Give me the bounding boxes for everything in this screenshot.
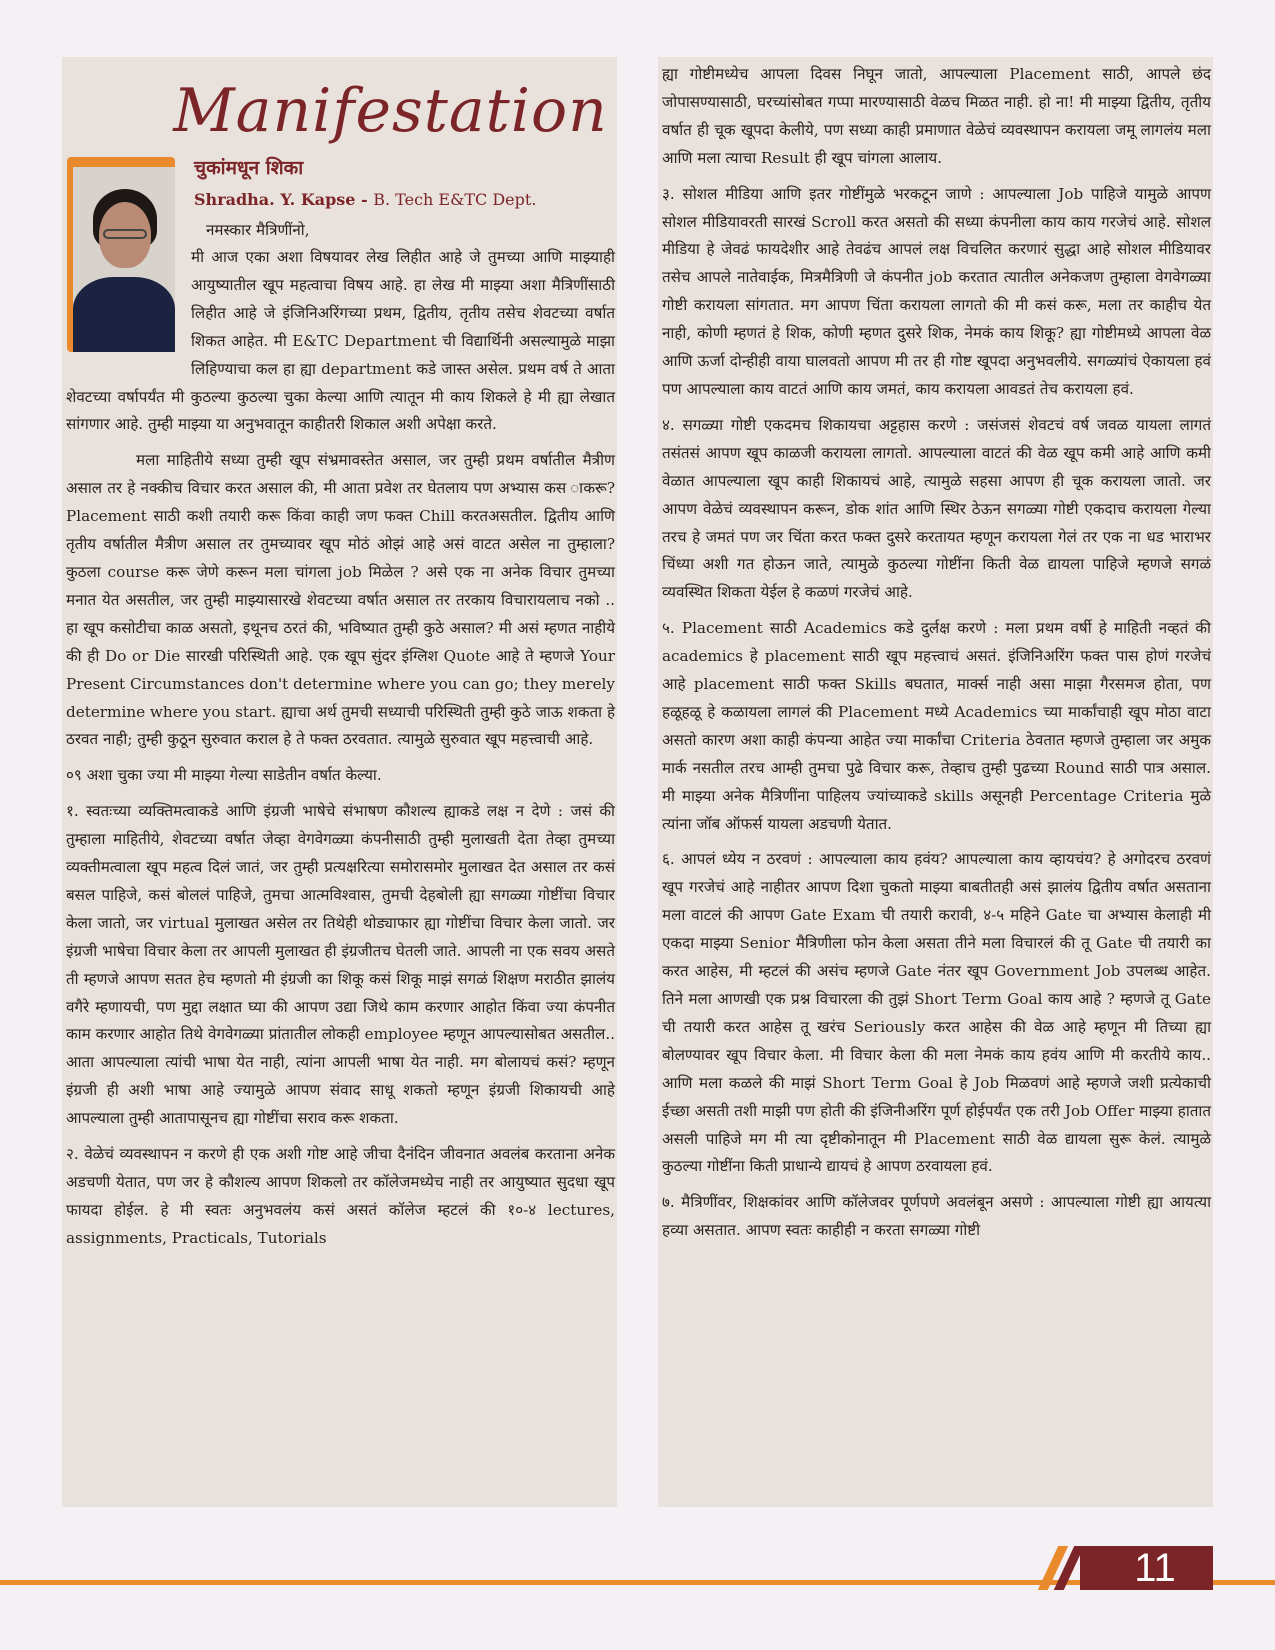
body-paragraph: ५. Placement साठी Academics कडे दुर्लक्ष करणे : मला प्रथम वर्षी हे माहिती नव्हतं की academics हे placement साठी खूप महत्त्वाचं असतं. इंजिनिअरिंग फक्त पास होणं गरजेचं आहे placement साठी फक्त Skills बघतात, मार्क्स नाही असा माझा गैरसमज होता, पण हळूहळू हे कळायला लागलं की Placement मध्ये Academics च्या मार्कांचाही खूप मोठा वाटा असतो कारण अशा काही कंपन्या आहेत ज्या मार्कांचा Criteria ठेवतात म्हणजे तुम्हाला जर अमुक मार्क नसतील तरच आम्ही तुमचा पुढे विचार करू, तेव्हाच तुम्ही पुढच्या Round साठी पात्र असाल. मी माझ्या अनेक मैत्रिणींना पाहिलय ज्यांच्याकडे skills असूनही Percentage Criteria मुळे त्यांना जॉब ऑफर्स यायला अडचणी येतात. (662, 619, 1211, 833)
body-paragraph: ३. सोशल मीडिया आणि इतर गोष्टींमुळे भरकटून जाणे : आपल्याला Job पाहिजे यामुळे आपण सोशल मीडियावरती सारखं Scroll करत असतो की सध्या कंपनीला काय काय गरजेचं आहे. सोशल मीडिया हे जेवढं फायदेशीर आहे तेवढंच आपलं लक्ष विचलित करणारं सुद्धा आहे सोशल मीडियावर तसेच आपले नातेवाईक, मित्रमैत्रिणी जे कंपनीत job करतात त्यातील अनेकजण तुम्हाला वेगवेगळ्या गोष्टी करायला सांगतात. मग आपण चिंता करायला लागतो की मी कसं करू, मला तर काहीच येत नाही, कोणी म्हणतं हे शिक, कोणी म्हणत दुसरे शिक, नेमकं काय शिकू? ह्या गोष्टीमध्ये आपला वेळ आणि ऊर्जा दोन्हीही वाया घालवतो आपण मी तर ही गोष्ट खूपदा अनुभवलीये. सगळ्यांचं ऐकायला हवं पण आपल्याला काय वाटतं आणि काय जमतं, काय करायला आवडतं तेच करायला हवं. (662, 184, 1211, 398)
body-paragraph: मला माहितीये सध्या तुम्ही खूप संभ्रमावस्तेत असाल, जर तुम्ही प्रथम वर्षातील मैत्रीण असाल तर हे नक्कीच विचार करत असाल की, मी आता प्रवेश तर घेतलाय पण अभ्यास कस ाकरू? Placement साठी कशी तयारी करू किंवा काही जण फक्त Chill करतअसतील. द्वितीय आणि तृतीय वर्षातील मैत्रीण असाल तर तुमच्यावर खूप मोठं ओझं आहे असं वाटत असेल ना तुम्हाला? कुठला course करू जेणे करून मला चांगला job मिळेल ? असे एक ना अनेक विचार तुमच्या मनात येत असतील, जर तुम्ही माझ्यासारखे शेवटच्या वर्षात असाल तर तरकाय विचारायलाच नको .. हा खूप कसोटीचा काळ असतो, इथूनच ठरतं की, भविष्यात तुम्ही कुठे असाल? मी असं म्हणत नाहीये की ही Do or Die सारखी परिस्थिती आहे. एक खूप सुंदर इंग्लिश Quote आहे ते म्हणजे Your Present Circumstances don't determine where you can go; they merely determine where you start. ह्याचा अर्थ तुमची सध्याची परिस्थिती तुम्ही कुठे जाऊ शकता हे ठरवत नाही; तुम्ही कुठून सुरुवात कराल हे ते फक्त ठरवतात. त्यामुळे सुरुवात खूप महत्त्वाची आहे. (66, 451, 616, 749)
author-dept: B. Tech E&TC Dept. (373, 190, 537, 209)
intro-paragraph: मी आज एका अशा विषयावर लेख लिहीत आहे जे तुमच्या आणि माझ्याही आयुष्यातील खूप महत्वाचा विषय आहे. हा लेख मी माझ्या अशा मैत्रिणींसाठी लिहीत आहे जे इंजिनिअरिंगच्या प्रथम, द्वितीय, तृतीय तसेच शेवटच्या वर्षात शिकत आहेत. मी E&TC Department ची विद्यार्थिनी असल्यामुळे माझा लिहिण्याचा कल हा ह्या department कडे जास्त असेल. प्रथम वर्ष ते आता शेवटच्या वर्षापर्यंत मी कुठल्या कुठल्या चुका केल्या आणि त्यातून मी काय शिकले हे मी ह्या लेखात सांगणार आहे. तुम्ही माझ्या या अनुभवातून काहीतरी शिकाल अशी अपेक्षा करते. (66, 248, 615, 434)
body-paragraph: ४. सगळ्या गोष्टी एकदमच शिकायचा अट्टहास करणे : जसंजसं शेवटचं वर्ष जवळ यायला लागतं तसंतसं आपण खूप काळजी करायला लागतो. आपल्याला वाटतं की वेळ खूप कमी आहे आणि कमी वेळात आपल्याला खूप काही शिकायचं आहे, त्यामुळे सहसा आपण ही चूक करायला जातो. जर आपण वेळेचं व्यवस्थापन करून, डोक शांत आणि स्थिर ठेऊन सगळ्या गोष्टी एकदाच करायला गेल्या तरच हे जमतं पण जर चिंता करत फक्त दुसरे करतायत म्हणून करायला गेलं तर एक ना धड भाराभर चिंध्या अशी गत होऊन जाते, त्यामुळे कुठल्या गोष्टींना किती वेळ द्यायला पाहिजे म्हणजे सगळं व्यवस्थित शिकता येईल हे कळणं गरजेचं आहे. (662, 415, 1211, 602)
left-column (62, 57, 617, 1507)
article-title: चुकांमधून शिका (194, 157, 304, 179)
magazine-masthead: Manifestation (173, 76, 608, 146)
author-photo (67, 157, 175, 352)
body-paragraph: ह्या गोष्टीमध्येच आपला दिवस निघून जातो, आपल्याला Placement साठी, आपले छंद जोपासण्यासाठी, घरच्यांसोबत गप्पा मारण्यासाठी वेळच मिळत नाही. हो ना! मी माझ्या द्वितीय, तृतीय वर्षात ही चूक खूपदा केलीये, पण सध्या काही प्रमाणात वेळेचं व्यवस्थापन करायला जमू लागलंय मला आणि मला त्याचा Result ही खूप चांगला आलाय. (662, 65, 1211, 167)
body-paragraph: ०९ अशा चुका ज्या मी माझ्या गेल्या साडेतीन वर्षात केल्या. (66, 766, 382, 785)
greeting: नमस्कार मैत्रिणींनो, (206, 221, 310, 239)
body-paragraph: ६. आपलं ध्येय न ठरवणं : आपल्याला काय हवंय? आपल्याला काय व्हायचंय? हे अगोदरच ठरवणं खूप गरजेचं आहे नाहीतर आपण दिशा चुकतो माझ्या बाबतीतही असं झालंय द्वितीय वर्षात असताना मला वाटलं की आपण Gate Exam ची तयारी करावी, ४-५ महिने Gate चा अभ्यास केलाही मी एकदा माझ्या Senior मैत्रिणीला फोन केला असता तीने मला विचारलं की तू Gate ची तयारी का करत आहेस, मी म्हटलं की असंच म्हणजे Gate नंतर खूप Government Job उपलब्ध आहेत. तिने मला आणखी एक प्रश्न विचारला की तुझं Short Term Goal काय आहे ? म्हणजे तू Gate ची तयारी करत आहेस तू खरंच Seriously करत आहेस की वेळ आहे म्हणून मी तिच्या ह्या बोलण्यावर खूप विचार केला. मी विचार केला की मला नेमकं काय हवंय आणि मी करतीये काय.. आणि मला कळले की माझं Short Term Goal हे Job मिळवणं आहे म्हणजे जशी प्रत्येकाची ईच्छा असती तशी माझी पण होती की इंजिनीअरिंग पूर्ण होईपर्यंत एक तरी Job Offer माझ्या हातात असली पाहिजे मग मी त्या दृष्टीकोनातून मी Placement साठी वेळ द्यायला सुरू केलं. त्यामुळे कुठल्या गोष्टींना किती प्राधान्ये द्यायचं हे आपण ठरवायला हवं. (662, 850, 1211, 1176)
page-number: 11 (1134, 1546, 1176, 1590)
body-paragraph: १. स्वतःच्या व्यक्तिमत्वाकडे आणि इंग्रजी भाषेचे संभाषण कौशल्य ह्याकडे लक्ष न देणे : जसं की तुम्हाला माहितीये, शेवटच्या वर्षात जेव्हा वेगवेगळ्या कंपनीसाठी तुम्ही मुलाखती देता तेव्हा तुमच्या व्यक्तीमत्वाला खूप महत्व दिलं जातं, जर तुम्ही प्रत्यक्षरित्या समोरासमोर मुलाखत देत असाल तर कसं बसल पाहिजे, कसं बोललं पाहिजे, तुमचा आत्मविश्वास, तुमची देहबोली ह्या सगळ्या गोष्टींचा विचार केला जातो, जर virtual मुलाखत असेल तर तिथेही थोड्याफार ह्या गोष्टींचा विचार केला जातो. जर इंग्रजी भाषेचा विचार केला तर आपली मुलाखत ही इंग्रजीतच घेतली जाते. आपली ना एक सवय असते ती म्हणजे आपण सतत हेच म्हणतो मी इंग्रजी का शिकू कसं शिकू माझं सगळं शिक्षण मराठीत झालंय वगैरे म्हणायची, पण मुद्दा लक्षात घ्या की आपण उद्या जिथे काम करणार आहोत किंवा ज्या कंपनीत काम करणार आहोत तिथे वेगवेगळ्या प्रांतातील लोकही employee म्हणून आपल्यासोबत असतील.. आता आपल्याला त्यांची भाषा येत नाही, त्यांना आपली भाषा येत नाही. मग बोलायचं कसं? म्हणून इंग्रजी ही अशी भाषा आहे ज्यामुळे आपण संवाद साधू शकतो म्हणून इंग्रजी शिकायची आहे आपल्याला तुम्ही आतापासूनच ह्या गोष्टींचा सराव करू शकता. (66, 802, 615, 1128)
author-name: Shradha. Y. Kapse - (194, 190, 374, 209)
body-paragraph: ७. मैत्रिणींवर, शिक्षकांवर आणि कॉलेजवर पूर्णपणे अवलंबून असणे : आपल्याला गोष्टी ह्या आयत्या हव्या असतात. आपण स्वतः काहीही न करता सगळ्या गोष्टी (662, 1193, 1211, 1240)
body-paragraph: २. वेळेचं व्यवस्थापन न करणे ही एक अशी गोष्ट आहे जीचा दैनंदिन जीवनात अवलंब करताना अनेक अडचणी येतात, पण जर हे कौशल्य आपण शिकलो तर कॉलेजमध्येच नाही तर आयुष्यात सुदधा खूप फायदा होईल. हे मी स्वतः अनुभवलंय कसं असतं कॉलेज म्हटलं की १०-४ lectures, assignments, Practicals, Tutorials (66, 1145, 615, 1247)
byline (194, 187, 615, 213)
right-column (658, 57, 1213, 1507)
